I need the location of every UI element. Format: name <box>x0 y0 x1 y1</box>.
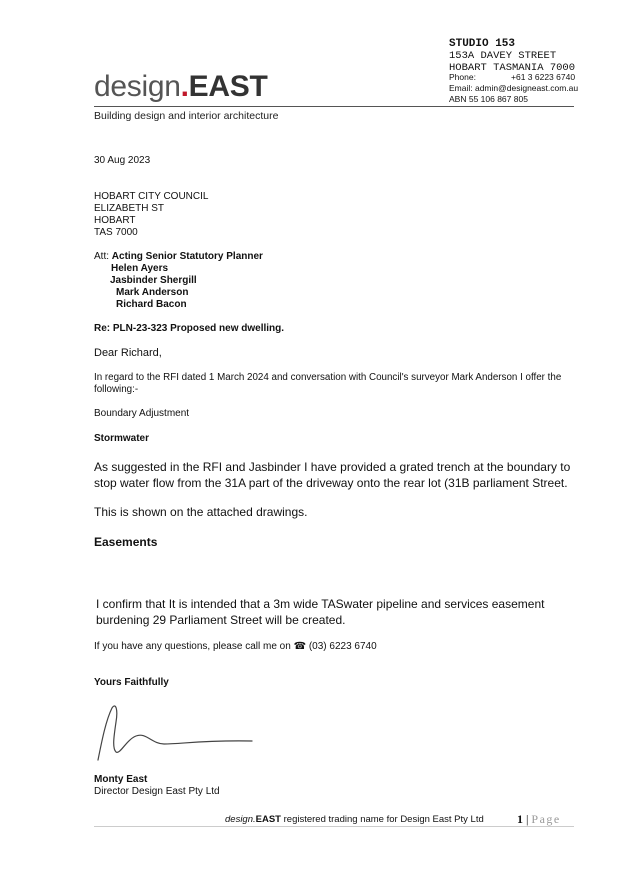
re-line: Re: PLN-23-323 Proposed new dwelling. <box>94 323 285 334</box>
attention-person: Helen Ayers <box>111 263 169 274</box>
letterhead-divider <box>94 106 574 107</box>
studio-address-block <box>449 38 575 74</box>
footer-design: design. <box>225 814 256 825</box>
logo-east-text: EAST <box>188 70 268 103</box>
attention-person: Jasbinder Shergill <box>110 275 197 286</box>
stormwater-paragraph: As suggested in the RFI and Jasbinder I have provided a grated trench at the boundary to stop water flow from the 31A part of the driveway onto the rear lot (31B parliament Street. <box>94 460 571 490</box>
questions-phone: (03) 6223 6740 <box>308 641 377 652</box>
footer-trading-name <box>225 814 484 825</box>
attention-block <box>94 251 263 311</box>
studio-city: HOBART TASMANIA 7000 <box>449 62 576 74</box>
page-separator: | <box>523 812 532 826</box>
abn-line: ABN 55 106 867 805 <box>449 94 528 104</box>
recipient-line-2: ELIZABETH ST <box>94 203 165 214</box>
intro-paragraph: In regard to the RFI dated 1 March 2024 and conversation with Council's surveyor Mark Anderson I offer the following:- <box>94 372 562 395</box>
boundary-heading: Boundary Adjustment <box>94 408 190 419</box>
letter-date: 30 Aug 2023 <box>94 155 151 166</box>
logo-design-text: design <box>94 70 181 103</box>
closing: Yours Faithfully <box>94 677 169 688</box>
salutation: Dear Richard, <box>94 347 162 359</box>
page-word: Page <box>531 812 561 826</box>
phone-value: +61 3 6223 6740 <box>511 72 576 82</box>
phone-row <box>449 72 578 83</box>
questions-prefix: If you have any questions, please call me on <box>94 641 291 652</box>
studio-name: STUDIO 153 <box>449 38 516 50</box>
recipient-line-3: HOBART <box>94 215 136 226</box>
attention-title: Acting Senior Statutory Planner <box>111 251 263 262</box>
tagline: Building design and interior architecture <box>94 110 279 122</box>
email-line: Email: admin@designeast.com.au <box>449 83 579 93</box>
stormwater-heading: Stormwater <box>94 433 150 444</box>
studio-street: 153A DAVEY STREET <box>449 50 557 62</box>
phone-label: Phone: <box>449 72 476 82</box>
design-east-logo <box>94 70 267 104</box>
page-number-value: 1 <box>517 812 523 826</box>
footer-trading-text: registered trading name for Design East Pty Ltd <box>280 814 484 825</box>
questions-line <box>94 641 377 652</box>
recipient-line-1: HOBART CITY COUNCIL <box>94 191 209 202</box>
attention-person: Richard Bacon <box>116 299 187 310</box>
footer-east: EAST <box>255 814 281 825</box>
phone-icon: ☎ <box>293 641 307 652</box>
footer-divider <box>94 826 574 827</box>
signature-image <box>92 700 262 770</box>
attention-person: Mark Anderson <box>116 287 189 298</box>
signatory-title: Director Design East Pty Ltd <box>94 786 220 797</box>
attention-label: Att: <box>94 251 112 262</box>
easements-heading: Easements <box>94 535 158 549</box>
recipient-address <box>94 191 208 239</box>
contact-block <box>449 72 578 105</box>
recipient-line-4: TAS 7000 <box>94 227 138 238</box>
signatory-name: Monty East <box>94 774 148 785</box>
easements-paragraph: I confirm that It is intended that a 3m wide TASwater pipeline and services easement burdening 29 Parliament Street will be created. <box>96 597 545 627</box>
drawings-note: This is shown on the attached drawings. <box>94 505 308 519</box>
page-number <box>517 812 561 827</box>
logo-dot: . <box>180 70 189 103</box>
signature-stroke <box>98 706 252 760</box>
attention-title-line <box>94 251 263 263</box>
